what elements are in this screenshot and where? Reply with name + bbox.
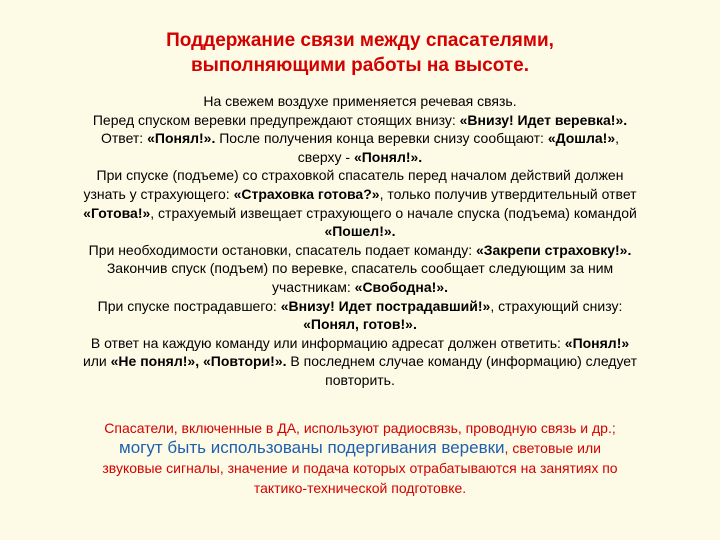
- body-line: [30, 111, 690, 130]
- command-text: «Дошла!»: [547, 130, 616, 147]
- body-text-span: или: [82, 353, 111, 370]
- body-text-span: участникам:: [271, 278, 355, 295]
- body-line: [30, 185, 690, 204]
- body-text-span: В последнем случае команду (информацию) следует: [286, 353, 638, 370]
- body-line: [30, 166, 690, 185]
- body-text-span: повторить.: [325, 371, 395, 388]
- body-line: [30, 148, 690, 167]
- note-text: звуковые сигналы, значение и подача которых отрабатываются на занятиях по: [102, 460, 618, 476]
- body-text-span: При спуске пострадавшего:: [97, 297, 281, 314]
- note-text: тактико-технической подготовке.: [253, 480, 467, 496]
- command-text: «Закрепи страховку!».: [475, 241, 632, 258]
- body-text-span: , страхующий снизу:: [490, 297, 623, 314]
- body-text-span: Ответ:: [100, 130, 148, 147]
- body-text-span: Закончив спуск (подъем) по веревке, спасатель сообщает следующим за ним: [106, 260, 614, 277]
- note-line: [30, 438, 690, 458]
- body-text-span: При необходимости остановки, спасатель подает команду:: [88, 241, 476, 258]
- body-line: [30, 334, 690, 353]
- command-text: «Готова!»: [83, 204, 151, 221]
- command-text: «Понял, готов!».: [303, 316, 417, 333]
- body-text-span: При спуске (подъеме) со страховкой спасатель перед началом действий должен: [96, 167, 624, 184]
- body-text-span: Перед спуском веревки предупреждают стоящих внизу:: [92, 111, 460, 128]
- body-text-span: ,: [615, 130, 619, 147]
- slide-title: [60, 28, 660, 78]
- command-text: «Внизу! Идет веревка!».: [459, 111, 628, 128]
- body-text-span: После получения конца веревки снизу сообщают:: [215, 130, 548, 147]
- body-text-span: , только получив утвердительный ответ: [379, 185, 637, 202]
- body-text-span: В ответ на каждую команду или информацию адресат должен ответить:: [90, 334, 565, 351]
- body-line: [30, 222, 690, 241]
- body-line: [30, 278, 690, 297]
- body-line: [30, 92, 690, 111]
- body-text-span: , страхуемый извещает страхующего о начале спуска (подъема) командой: [150, 204, 637, 221]
- command-text: «Пошел!».: [324, 223, 396, 240]
- body-line: [30, 297, 690, 316]
- note-line: [30, 458, 690, 478]
- note-text: , световые или: [504, 440, 601, 456]
- note-line: [30, 418, 690, 438]
- body-text-span: узнать у страхующего:: [83, 185, 234, 202]
- note-text: Спасатели, включенные в ДА, используют радиосвязь, проводную связь и др.;: [104, 420, 616, 436]
- body-line: [30, 371, 690, 390]
- command-text: «Не понял!», «Повтори!».: [110, 353, 287, 370]
- note-line: [30, 478, 690, 498]
- body-text-span: На свежем воздухе применяется речевая связь.: [203, 93, 517, 109]
- highlighted-text: могут быть использованы подергивания веревки: [119, 438, 505, 457]
- body-line: [30, 204, 690, 223]
- body-line: [30, 129, 690, 148]
- body-line: [30, 259, 690, 278]
- command-text: «Страховка готова?»: [233, 185, 380, 202]
- command-text: «Понял!»: [564, 334, 630, 351]
- title-line-2: выполняющими работы на высоте.: [190, 55, 530, 76]
- command-text: «Внизу! Идет пострадавший!»: [280, 297, 491, 314]
- command-text: «Свободна!».: [354, 278, 449, 295]
- command-text: «Понял!».: [353, 148, 423, 165]
- body-text: [30, 92, 690, 390]
- command-text: «Понял!».: [147, 130, 216, 147]
- body-line: [30, 315, 690, 334]
- body-line: [30, 352, 690, 371]
- communication-methods-note: [30, 418, 690, 498]
- body-line: [30, 241, 690, 260]
- title-line-1: Поддержание связи между спасателями,: [166, 30, 554, 51]
- body-text-span: сверху -: [297, 148, 354, 165]
